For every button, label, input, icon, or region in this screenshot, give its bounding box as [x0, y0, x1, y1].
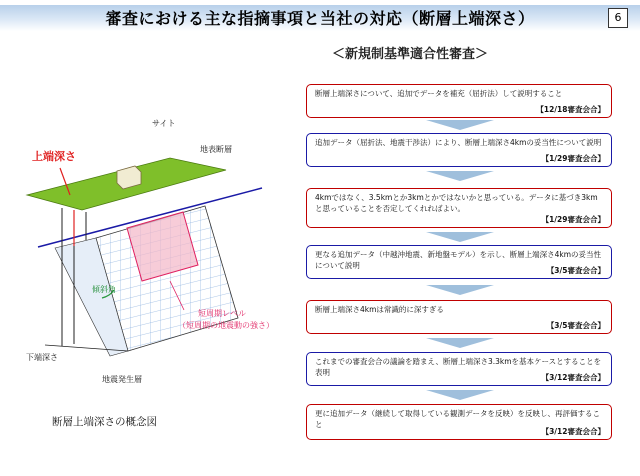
fault-diagram-svg [0, 100, 300, 410]
flow-arrow [426, 390, 494, 400]
step-3 [306, 188, 612, 228]
step-7 [306, 404, 612, 440]
step-text: 追加データ（屈折法、地震干渉法）により、断層上端深さ4kmの妥当性について説明 [315, 138, 602, 147]
step-meeting: 【3/12審査会合】 [541, 427, 605, 436]
lower-depth-label: 下端深さ [26, 353, 58, 362]
step-text: 更なる追加データ（中越沖地震、新地盤モデル）を示し、断層上端深さ4kmの妥当性について説明 [315, 250, 602, 270]
step-meeting: 【3/5審査会合】 [546, 321, 605, 330]
step-2 [306, 133, 612, 167]
step-meeting: 【1/29審査会合】 [541, 154, 605, 163]
short-period-label: 短周期レベル [198, 309, 246, 318]
flow-arrow [426, 171, 494, 181]
step-text: 断層上端深さ4kmは常識的に深すぎる [315, 305, 444, 314]
surface-fault-label: 地表断層 [200, 145, 232, 154]
step-meeting: 【1/29審査会合】 [541, 215, 605, 224]
step-text: これまでの審査会合の議論を踏まえ、断層上端深さ3.3kmを基本ケースとすることを表明 [315, 357, 602, 377]
page-title: 審査における主な指摘事項と当社の対応（断層上端深さ） [105, 9, 535, 28]
step-text: 更に追加データ（継続して取得している観測データを反映）を反映し、再評価すること [315, 409, 600, 429]
upper-depth-label: 上端深さ [32, 150, 76, 163]
step-4 [306, 245, 612, 279]
flow-arrow [426, 120, 494, 130]
header [0, 0, 640, 36]
step-1 [306, 84, 612, 118]
page-number: 6 [608, 8, 628, 28]
concept-diagram [0, 100, 300, 410]
step-text: 断層上端深さについて、追加でデータを補充（屈折法）して説明すること [315, 89, 563, 98]
section-title: ＜新規制基準適合性審査＞ [331, 47, 488, 62]
diagram-caption: 断層上端深さの概念図 [52, 416, 157, 428]
seismogenic-layer-label: 地震発生層 [102, 375, 142, 384]
step-text: 4kmではなく、3.5kmとか3kmとかではないかと思っている。データに基づき3kmと思っていることを否定してくれればよい。 [315, 193, 598, 213]
step-meeting: 【3/5審査会合】 [546, 266, 605, 275]
flow-arrow [426, 232, 494, 242]
step-meeting: 【12/18審査会合】 [536, 105, 605, 114]
dip-angle-label: 傾斜角 [92, 285, 116, 294]
flow-arrow [426, 285, 494, 295]
step-meeting: 【3/12審査会合】 [541, 373, 605, 382]
flow-arrow [426, 338, 494, 348]
step-5 [306, 300, 612, 334]
short-period-note: （短周期の地震動の強さ） [178, 321, 274, 330]
step-6 [306, 352, 612, 386]
site-label: サイト [152, 119, 176, 128]
